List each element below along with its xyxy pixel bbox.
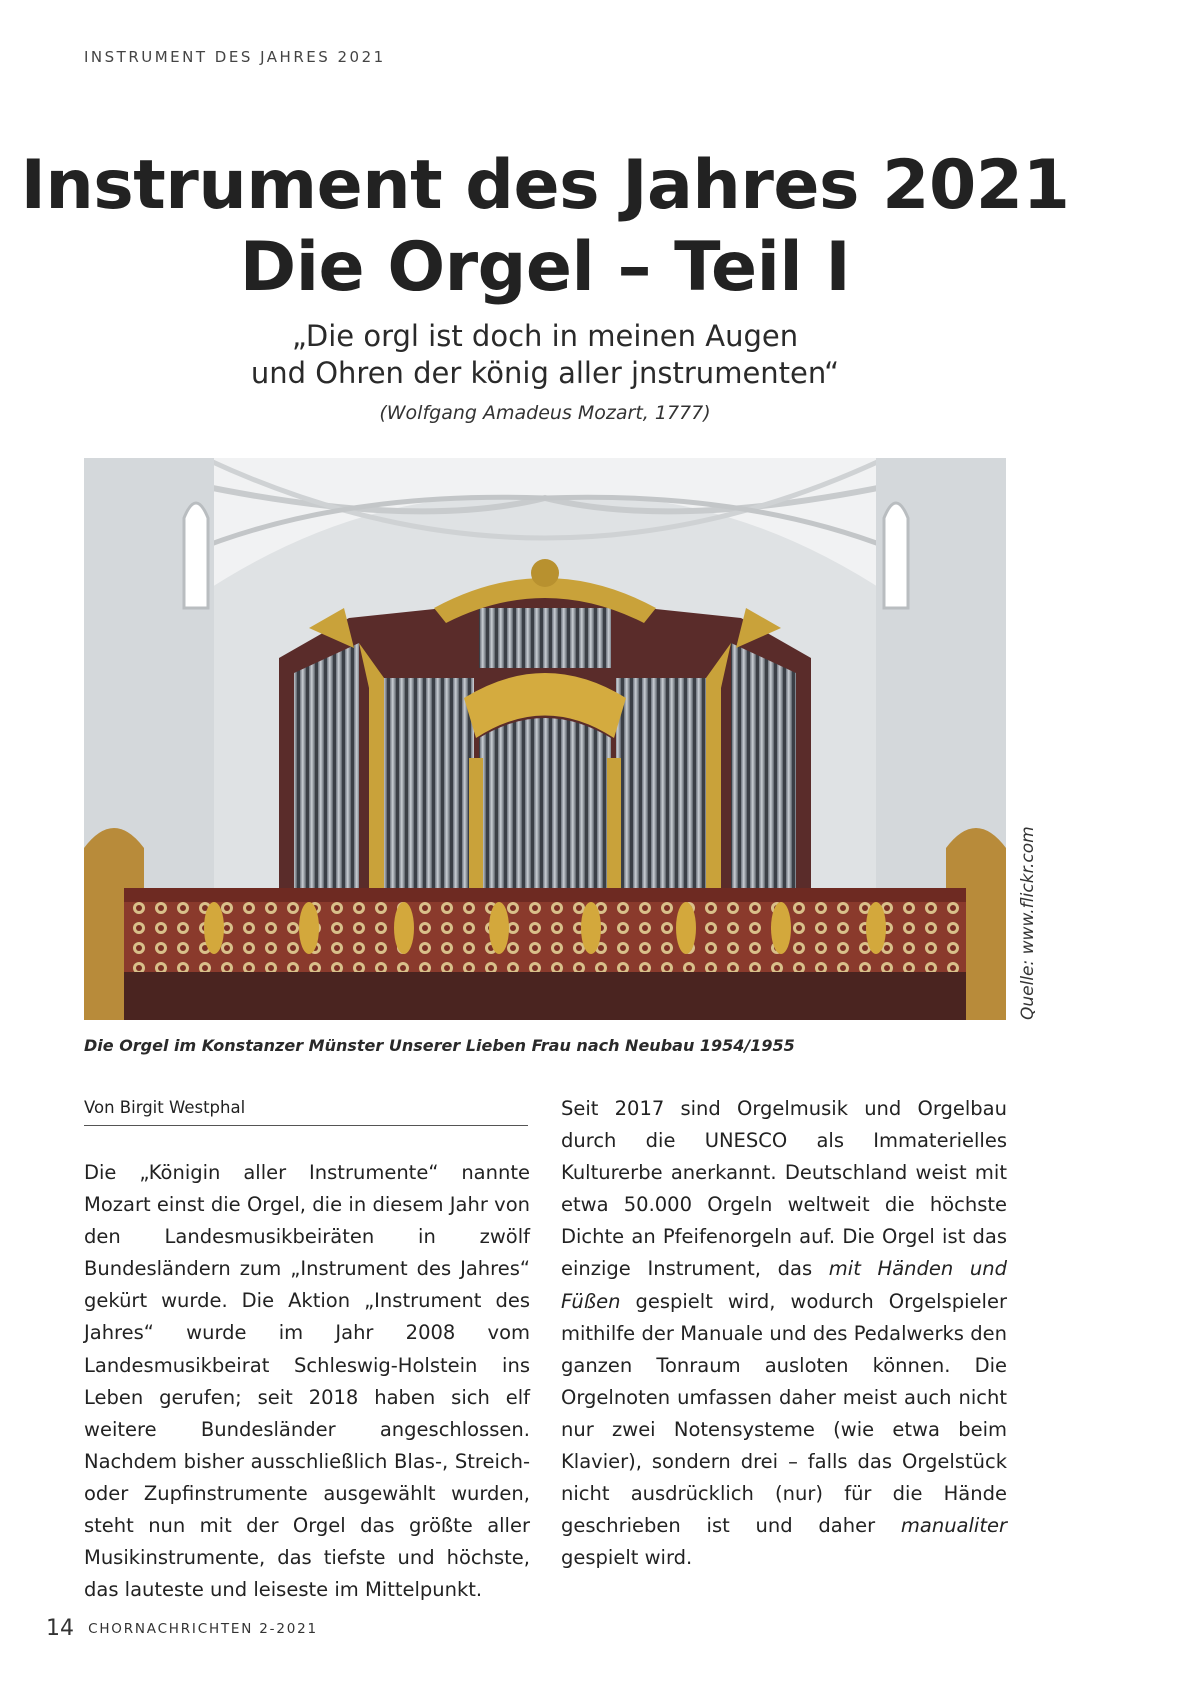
body-text: gespielt wird. — [561, 1546, 693, 1570]
title-line-1: Instrument des Jahres 2021 — [20, 146, 1070, 225]
byline: Von Birgit Westphal — [84, 1098, 528, 1126]
body-column-right — [561, 1093, 1007, 1574]
body-column-left: Die „Königin aller Instrumente“ nannte Mozart einst die Orgel, die in diesem Jahr von den Landesmusikbeiräten in zwölf Bundesländern zum „Instrument des Jahres“ gekürt wurde. Die Aktion „Instrument des Jahres“ wurde im Jahr 2008 vom Landesmusikbeirat Schleswig-Holstein ins Leben gerufen; seit 2018 haben sich elf weitere Bundesländer angeschlossen. Nachdem bisher ausschließlich Blas-, Streich- oder Zupfinstrumente ausgewählt wurden, steht nun mit der Orgel das größte aller Musikinstrumente, das tiefste und höchste, das lauteste und leiseste im Mittelpunkt. — [84, 1161, 530, 1602]
title-line-2: Die Orgel – Teil I — [239, 227, 851, 307]
running-head: INSTRUMENT DES JAHRES 2021 — [84, 48, 386, 66]
body-text: Seit 2017 sind Orgelmusik und Orgelbau durch die UNESCO als Immaterielles Kulturerbe anerkannt. Deutschland weist mit etwa 50.000 Orgeln weltweit die höchste Dichte an Pfeifenorgeln auf. Die Orgel ist das einzige Instrument, das — [561, 1097, 1007, 1281]
page-footer — [46, 1616, 318, 1641]
emphasis-text: mit Händen und Füßen — [561, 1257, 1007, 1313]
epigraph-line-2: und Ohren der könig aller jnstrumenten“ — [250, 355, 840, 390]
body-text: gespielt wird, wodurch Orgelspieler mithilfe der Manuale und des Pedalwerks den ganzen Tonraum ausloten können. Die Orgelnoten umfassen daher meist auch nicht nur zwei Notensysteme (wie etwa beim Klavier), sondern drei – falls das Orgelstück nicht ausdrücklich (nur) für die Hände geschrieben ist und daher — [561, 1289, 1007, 1538]
organ-illustration — [84, 458, 1006, 1020]
page-number: 14 — [46, 1616, 74, 1641]
epigraph-source: (Wolfgang Amadeus Mozart, 1777) — [379, 402, 711, 424]
image-caption: Die Orgel im Konstanzer Münster Unserer Lieben Frau nach Neubau 1954/1955 — [84, 1036, 795, 1055]
emphasis-text: manualiter — [900, 1514, 1007, 1538]
image-credit: Quelle: www.flickr.com — [1018, 826, 1038, 1020]
epigraph-line-1: „Die orgl ist doch in meinen Augen — [291, 319, 799, 353]
article-title — [0, 145, 1090, 308]
publication-name: CHORNACHRICHTEN 2-2021 — [88, 1621, 318, 1637]
organ-photo — [84, 458, 1006, 1020]
epigraph-quote — [0, 318, 1090, 392]
